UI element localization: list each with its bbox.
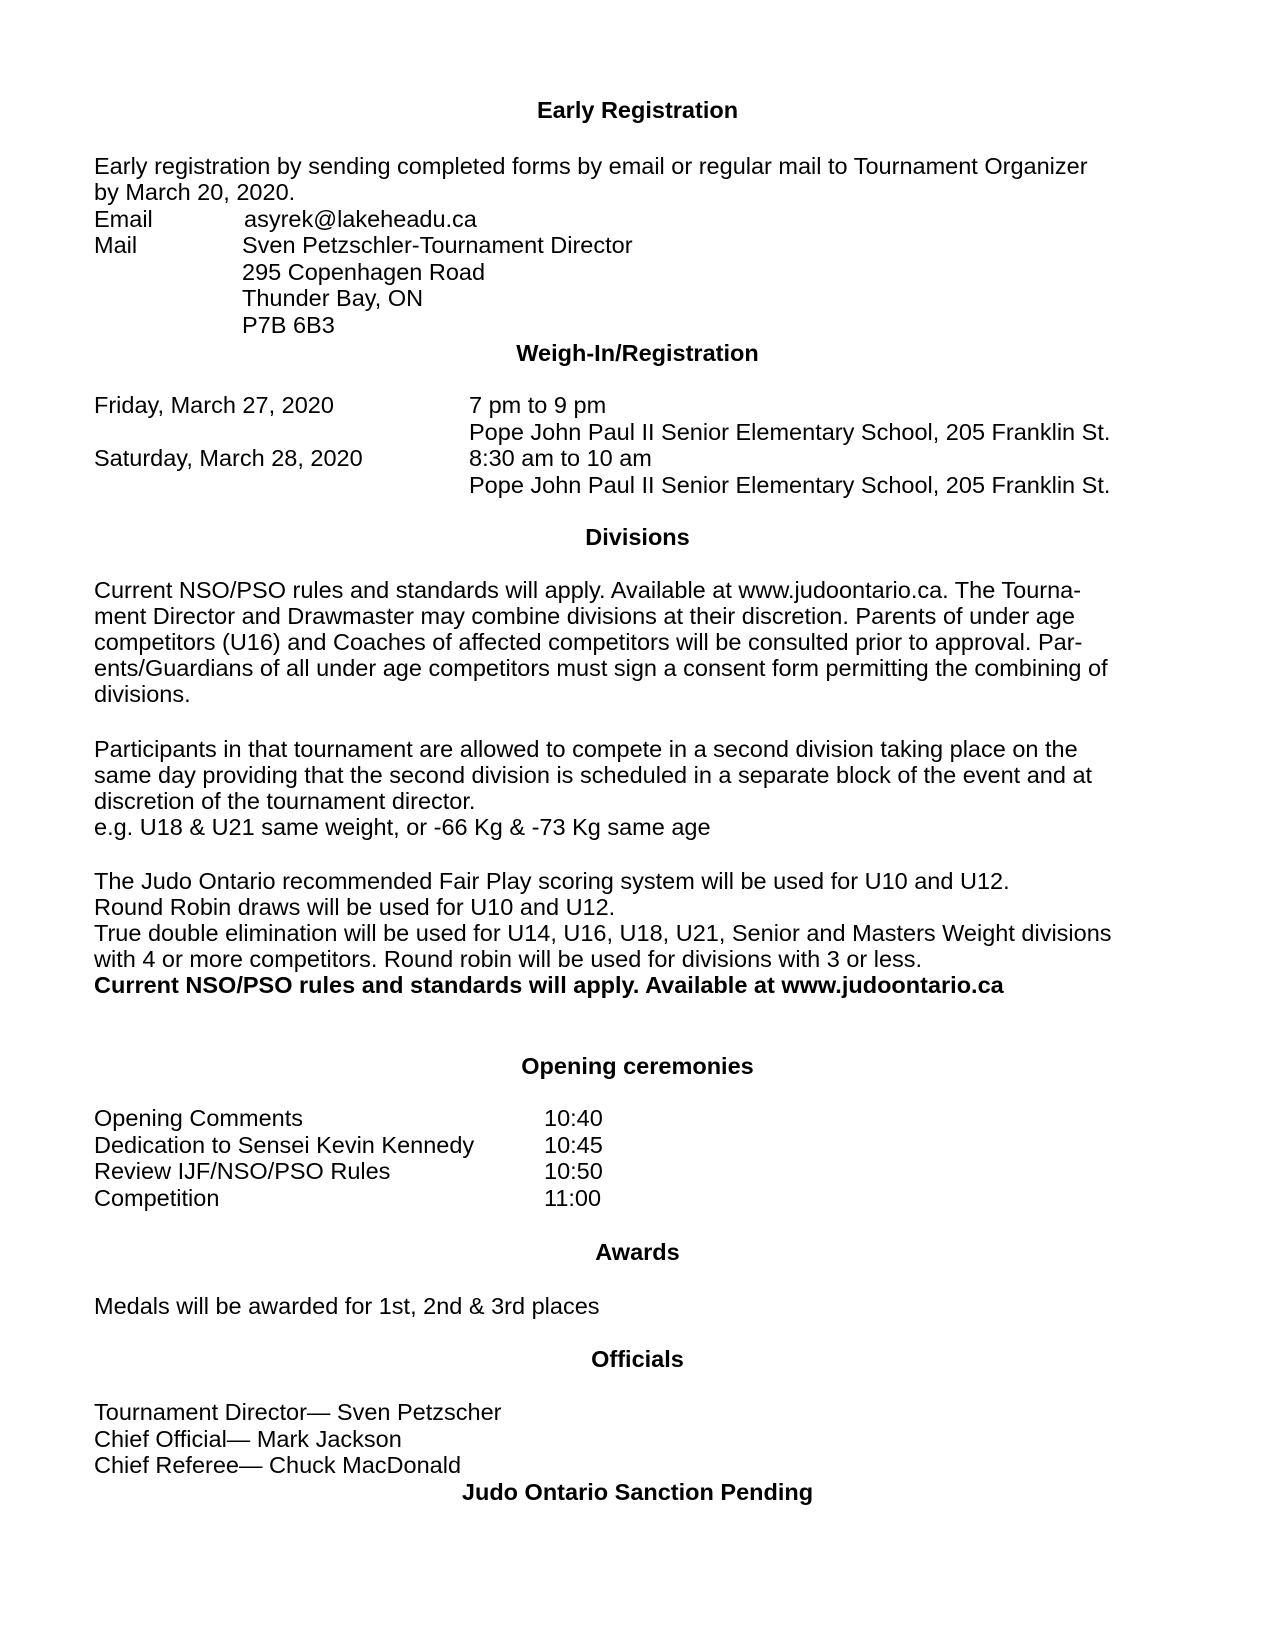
weigh-in-time: 8:30 am to 10 am [469, 445, 652, 471]
weigh-in-date: Friday, March 27, 2020 [94, 392, 334, 418]
official-line: Tournament Director— Sven Petzscher [94, 1399, 502, 1425]
text-line: discretion of the tournament director. [94, 788, 476, 814]
text-line: True double elimination will be used for U14, U16, U18, U21, Senior and Masters Weight divisions [94, 920, 1112, 946]
opening-ceremonies-heading: Opening ceremonies [521, 1053, 754, 1079]
text-line: same day providing that the second division is scheduled in a separate block of the event and at [94, 762, 1093, 788]
text-line: competitors (U16) and Coaches of affected competitors will be consulted prior to approval. Par- [94, 629, 1083, 655]
ceremony-item-label: Opening Comments [94, 1105, 303, 1131]
ceremony-item-time: 10:45 [544, 1132, 603, 1158]
weigh-in-location: Pope John Paul II Senior Elementary School, 205 Franklin St. [469, 472, 1111, 498]
text-line: Current NSO/PSO rules and standards will apply. Available at www.judoontario.ca. The Tourna- [94, 577, 1082, 603]
early-registration-intro-line-2: by March 20, 2020. [94, 179, 296, 205]
officials-heading: Officials [591, 1346, 684, 1372]
text-line: ents/Guardians of all under age competitors must sign a consent form permitting the combining of [94, 655, 1108, 681]
official-line: Chief Referee— Chuck MacDonald [94, 1452, 462, 1478]
early-registration-heading: Early Registration [536, 97, 739, 123]
ceremony-item-time: 10:50 [544, 1158, 603, 1184]
mail-line: Thunder Bay, ON [242, 285, 424, 311]
ceremony-item-time: 10:40 [544, 1105, 603, 1131]
weigh-in-heading: Weigh-In/Registration [516, 340, 759, 366]
sanction-pending-heading: Judo Ontario Sanction Pending [461, 1479, 814, 1505]
mail-line: Sven Petzschler-Tournament Director [242, 232, 633, 258]
rules-bold-line: Current NSO/PSO rules and standards will apply. Available at www.judoontario.ca [94, 972, 1004, 998]
email-label: Email [94, 206, 153, 232]
text-line: Participants in that tournament are allowed to compete in a second division taking place on the [94, 736, 1078, 762]
weigh-in-date: Saturday, March 28, 2020 [94, 445, 363, 471]
divisions-paragraph-2 [94, 736, 1194, 840]
mail-line: P7B 6B3 [242, 312, 335, 338]
divisions-paragraph-1 [94, 577, 1194, 707]
early-registration-intro-line-1: Early registration by sending completed forms by email or regular mail to Tournament Organizer [94, 153, 1088, 179]
ceremony-item-time: 11:00 [544, 1185, 602, 1211]
ceremony-item-label: Review IJF/NSO/PSO Rules [94, 1158, 391, 1184]
text-line: with 4 or more competitors. Round robin will be used for divisions with 3 or less. [94, 946, 923, 972]
text-line: e.g. U18 & U21 same weight, or -66 Kg & -73 Kg same age [94, 814, 711, 840]
text-line: The Judo Ontario recommended Fair Play scoring system will be used for U10 and U12. [94, 868, 1010, 894]
official-line: Chief Official— Mark Jackson [94, 1426, 402, 1452]
divisions-heading: Divisions [585, 524, 690, 550]
ceremony-item-label: Dedication to Sensei Kevin Kennedy [94, 1132, 475, 1158]
text-line: divisions. [94, 681, 191, 707]
text-line: Round Robin draws will be used for U10 and U12. [94, 894, 616, 920]
mail-label: Mail [94, 232, 138, 258]
awards-heading: Awards [595, 1239, 680, 1265]
weigh-in-location: Pope John Paul II Senior Elementary School, 205 Franklin St. [469, 419, 1111, 445]
awards-text: Medals will be awarded for 1st, 2nd & 3rd places [94, 1293, 600, 1319]
mail-line: 295 Copenhagen Road [242, 259, 486, 285]
weigh-in-time: 7 pm to 9 pm [469, 392, 607, 418]
divisions-paragraph-3 [94, 868, 1194, 998]
ceremony-item-label: Competition [94, 1185, 220, 1211]
email-value: asyrek@lakeheadu.ca [244, 206, 477, 232]
text-line: ment Director and Drawmaster may combine divisions at their discretion. Parents of under age [94, 603, 1075, 629]
